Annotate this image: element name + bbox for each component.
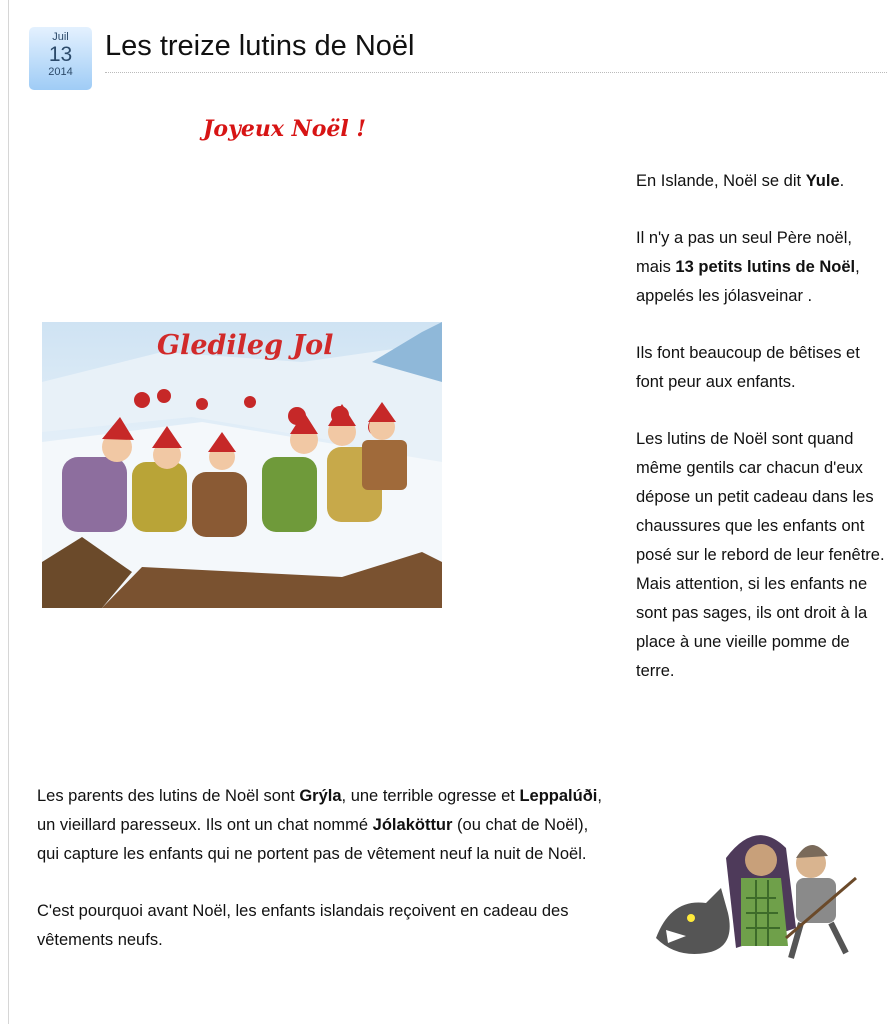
- text-fragment: , une terrible ogresse et: [341, 787, 520, 805]
- paragraph-vetements: C'est pourquoi avant Noël, les enfants islandais reçoivent en cadeau des vêtements neufs.: [37, 902, 569, 949]
- illustration-caption: Gledileg Jol: [157, 330, 334, 361]
- post-title[interactable]: Les treize lutins de Noël: [105, 30, 415, 62]
- text-fragment: (ou chat de Noël), qui capture les enfants qui ne portent pas de vêtement neuf la nuit de Noël.: [37, 816, 589, 863]
- text-fragment: , un vieillard paresseux. Ils ont un chat nommé: [37, 787, 602, 834]
- date-month: Juil: [52, 31, 69, 43]
- bold-term-gryla: Grýla: [299, 787, 342, 805]
- intro-column: [636, 167, 888, 714]
- title-divider: [105, 72, 887, 73]
- paragraph-betises: Ils font beaucoup de bêtises et font peur aux enfants.: [636, 344, 860, 391]
- date-day: 13: [48, 43, 73, 66]
- bold-term-yule: Yule: [805, 172, 840, 190]
- text-fragment: , appelés les jólasveinar .: [636, 258, 860, 305]
- date-badge: [29, 27, 92, 90]
- text-fragment: .: [839, 172, 845, 190]
- text-fragment: Les parents des lutins de Noël sont: [37, 787, 300, 805]
- text-fragment: Il n'y a pas un seul Père noël, mais: [636, 229, 852, 276]
- paragraph-cadeau: Les lutins de Noël sont quand même gentils car chacun d'eux dépose un petit cadeau dans les chaussures que les enfants ont posé sur le rebord de leur fenêtre. Mais attention, si les enfants ne sont pas sages, ils ont droit à la place à une vieille pomme de terre.: [636, 430, 885, 680]
- paragraph-lutins: [636, 224, 888, 311]
- gryla-leppaludi-cat-illustration: [646, 818, 886, 968]
- date-year: 2014: [48, 66, 73, 78]
- paragraph-parents: [37, 782, 612, 869]
- bold-term-jolakottur: Jólaköttur: [372, 816, 453, 834]
- left-border: [8, 0, 9, 1024]
- paragraph-yule: [636, 167, 888, 196]
- bold-term-lutins: 13 petits lutins de Noël: [675, 258, 856, 276]
- bold-term-leppaludi: Leppalúði: [519, 787, 598, 805]
- text-fragment: En Islande, Noël se dit: [636, 172, 806, 190]
- yule-lads-illustration: [42, 322, 442, 608]
- parents-section: [37, 782, 612, 983]
- greeting-heading: Joyeux Noël !: [203, 116, 367, 142]
